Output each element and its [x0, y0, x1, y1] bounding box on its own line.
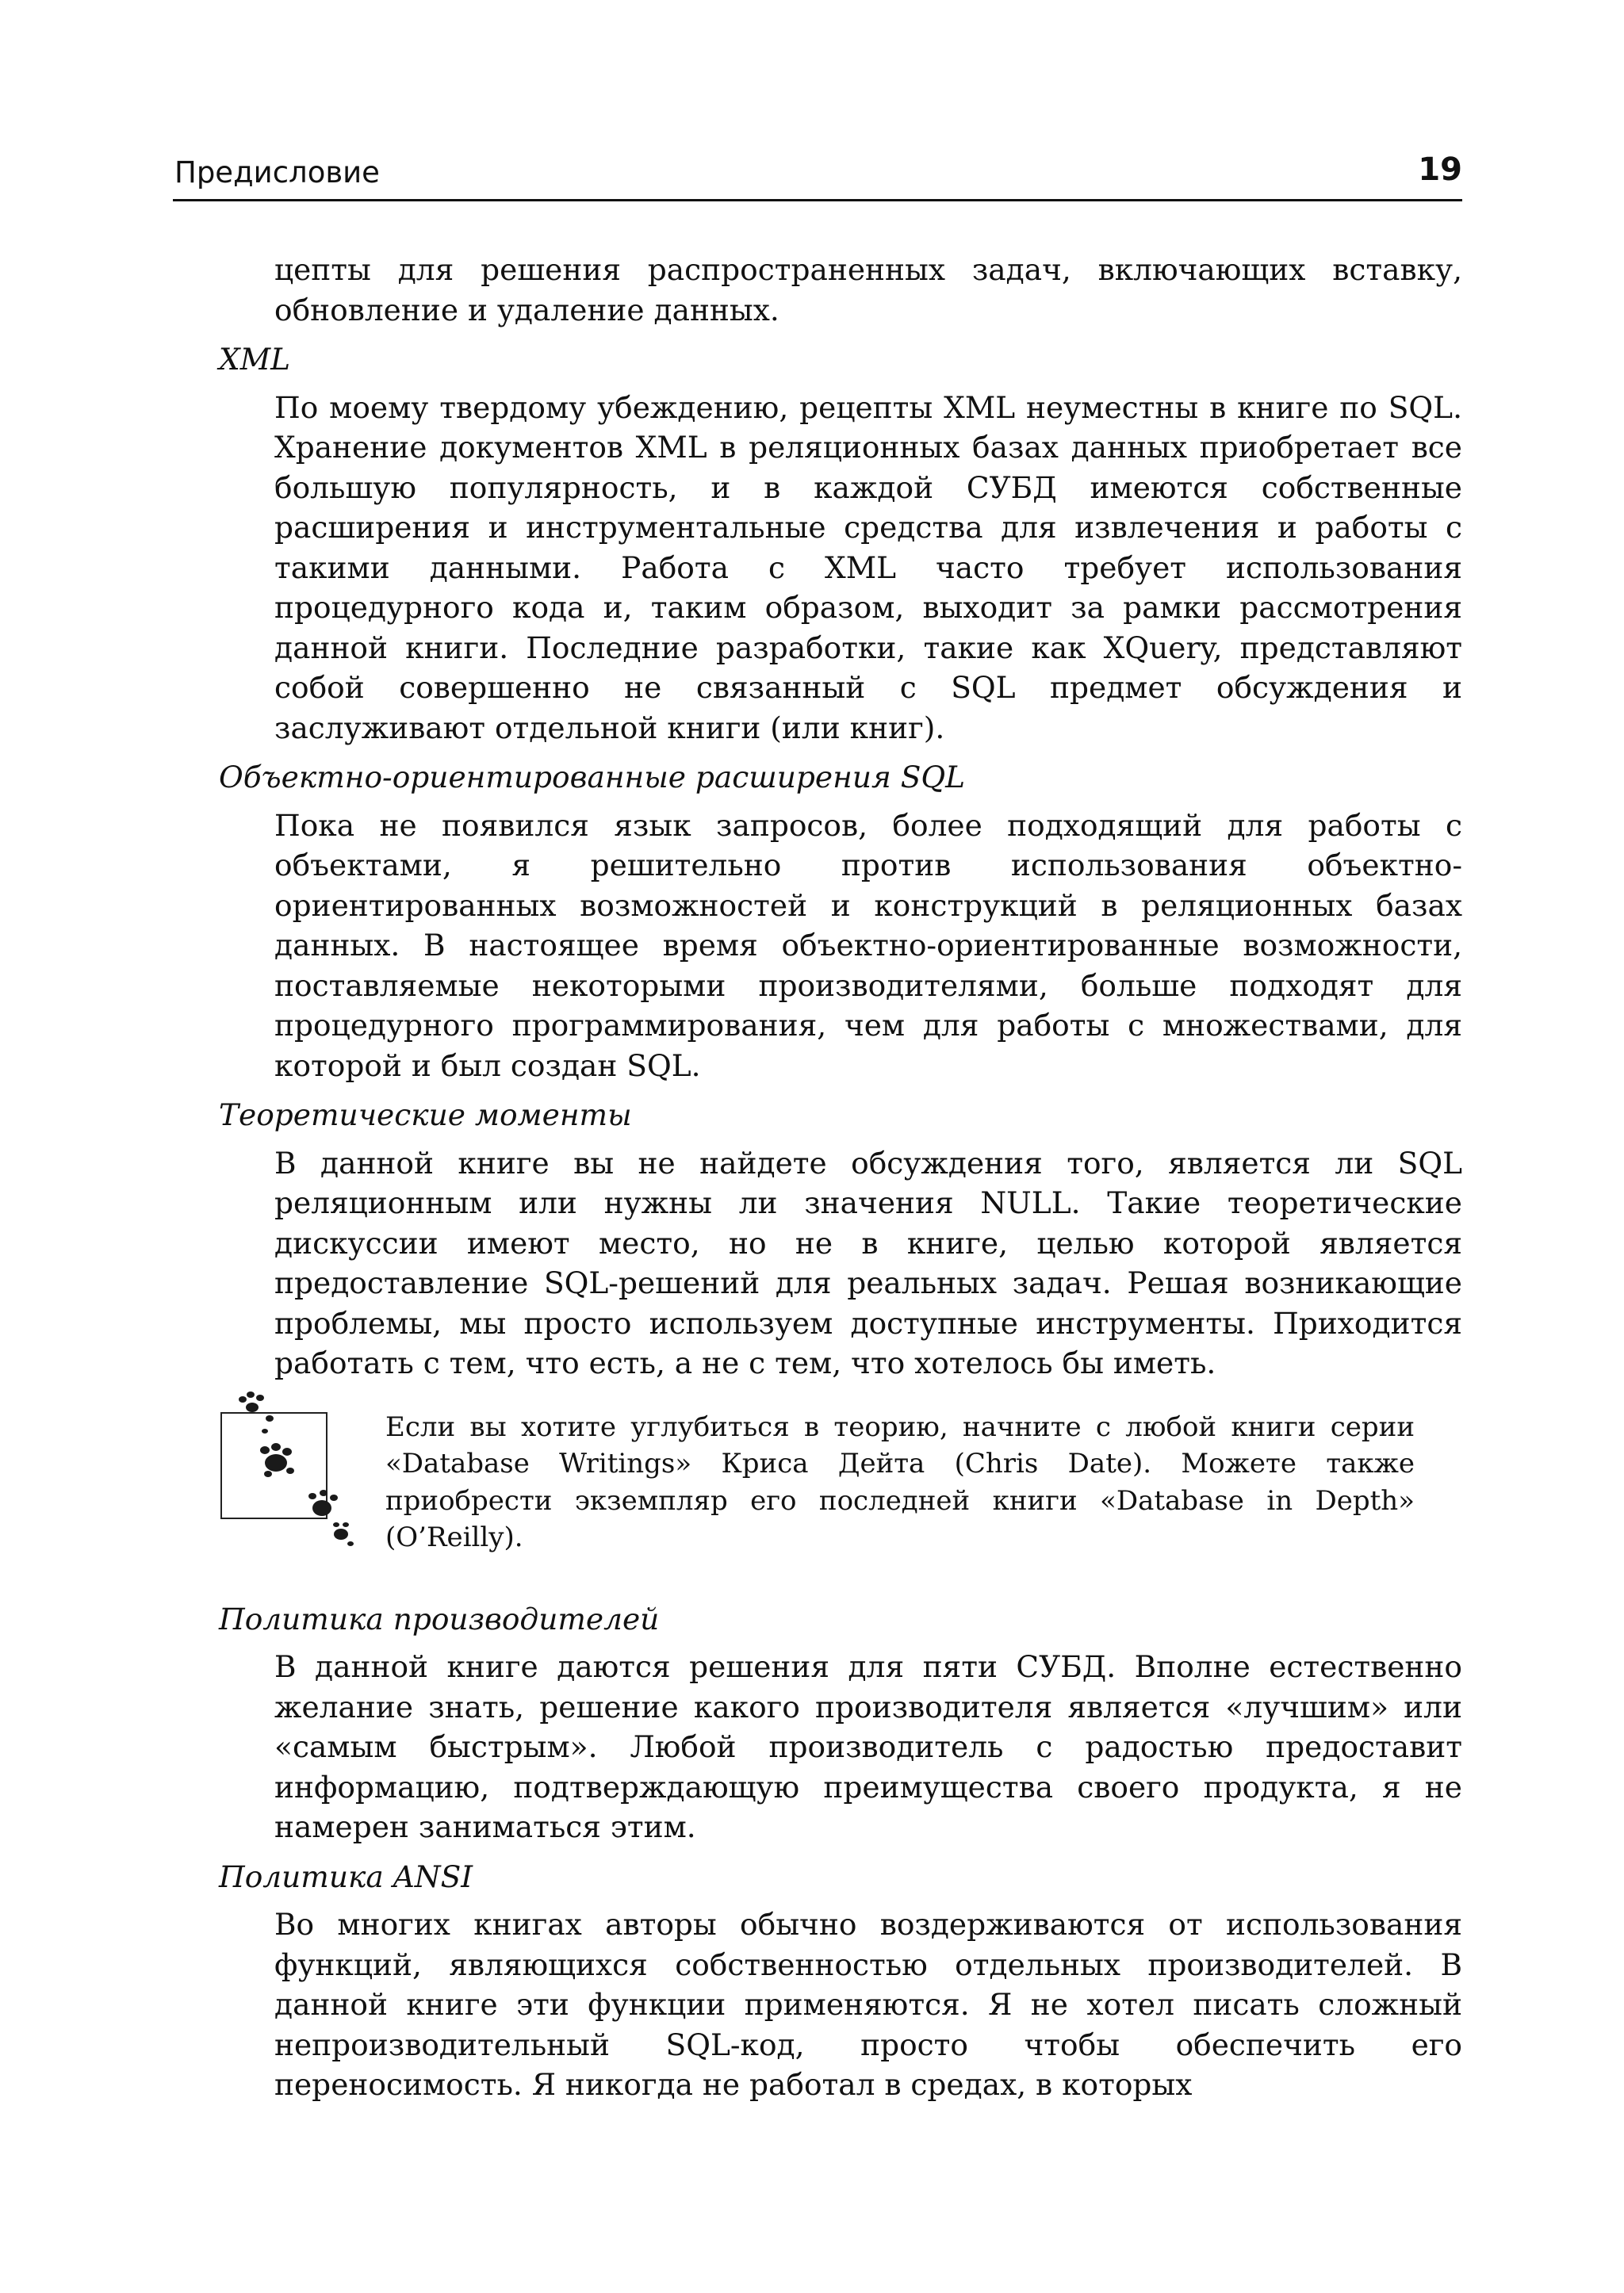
- tip-note: [219, 1409, 1462, 1568]
- paw-prints-icon: [219, 1377, 354, 1568]
- section-body-theory: В данной книге вы не найдете обсуждения того, является ли SQL реляционным или нужны ли значения NULL. Такие теоретические дискуссии имеют место, но не в книге, целью которой является предоставление SQL-решений для реальных задач. Решая возникающие проблемы, мы просто используем доступные инструменты. Приходится работать с тем, что есть, а не с тем, что хотелось бы иметь.: [274, 1145, 1462, 1380]
- tip-note-text: Если вы хотите углубиться в теорию, начните с любой книги серии «Database Writings» Криса Дейта (Chris Date). Можете также приобрести экземпляр его последней книги «Database in Depth» (O’Reilly).: [385, 1411, 1415, 1553]
- header-rule: [173, 199, 1462, 201]
- running-title: Предисловие: [174, 155, 380, 189]
- page-number: 19: [1418, 151, 1462, 188]
- intro-paragraph: цепты для решения распространенных задач, включающих вставку, обновление и удаление данных.: [274, 252, 1462, 327]
- section-body-ansi-policy: Во многих книгах авторы обычно воздерживаются от использования функций, являющихся собственностью отдельных производителей. В данной книге эти функции применяются. Я не хотел писать сложный непроизводительный SQL-код, просто чтобы обеспечить его переносимость. Я никогда не работал в средах, в которых: [274, 1907, 1462, 2102]
- section-heading-xml: XML: [219, 342, 290, 377]
- section-heading-oo-extensions: Объектно-ориентированные расширения SQL: [219, 760, 966, 794]
- section-body-xml: По моему твердому убеждению, рецепты XML неуместны в книге по SQL. Хранение документов XML в реляционных базах данных приобретает все большую популярность, и в каждой СУБД имеются собственные расширения и инструментальные средства для извлечения и работы с такими данными. Работа с XML часто требует использования процедурного кода и, таким образом, выходит за рамки рассмотрения данной книги. Последние разработки, такие как XQuery, представляют собой совершенно не связанный с SQL предмет обсуждения и заслуживают отдельной книги (или книг).: [274, 389, 1462, 745]
- page-header: [173, 149, 1462, 197]
- section-body-vendor-policy: В данной книге даются решения для пяти СУБД. Вполне естественно желание знать, решение какого производителя является «лучшим» или «самым быстрым». Любой производитель с радостью предоставит информацию, подтверждающую преимущества своего продукта, я не намерен заниматься этим.: [274, 1649, 1462, 1844]
- section-heading-vendor-policy: Политика производителей: [219, 1601, 660, 1636]
- section-heading-ansi-policy: Политика ANSI: [219, 1859, 473, 1894]
- section-body-oo-extensions: Пока не появился язык запросов, более подходящий для работы с объектами, я решительно против использования объектно-ориентированных возможностей и конструкций в реляционных базах данных. В настоящее время объектно-ориентированные возможности, поставляемые некоторыми производителями, больше подходят для процедурного программирования, чем для работы с множествами, для которой и был создан SQL.: [274, 807, 1462, 1083]
- page-body: [219, 250, 1462, 2105]
- section-heading-theory: Теоретические моменты: [219, 1097, 632, 1132]
